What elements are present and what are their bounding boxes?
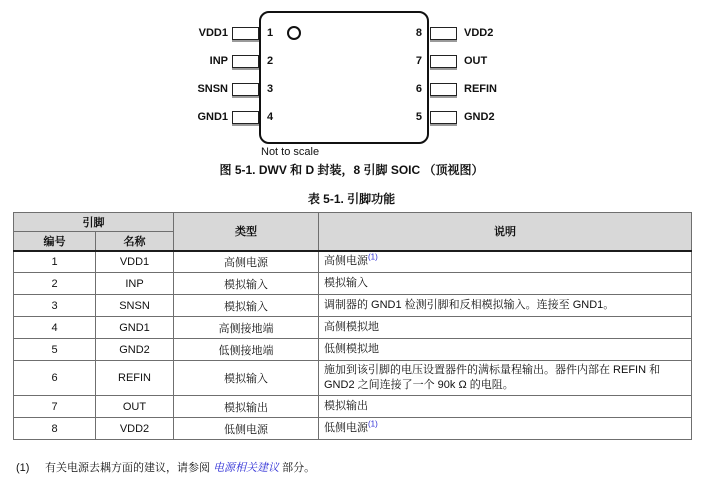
pin-lead-1	[232, 27, 259, 40]
footnote-marker: (1)	[16, 462, 30, 474]
description-text: 高侧模拟地	[324, 321, 379, 333]
table-row	[14, 396, 692, 418]
pin-type-cell: 低侧接地端	[174, 339, 319, 361]
pin-name-cell: VDD2	[96, 418, 174, 440]
pin-number: 1	[267, 27, 274, 39]
pin-lead-2	[232, 55, 259, 68]
pin-description-cell	[319, 295, 692, 317]
description-text: 高侧电源	[324, 255, 368, 268]
pin-label-out: OUT	[464, 55, 488, 67]
chip-body	[259, 11, 429, 144]
pin-name-cell: VDD1	[96, 251, 174, 273]
pin-lead-4	[232, 111, 259, 124]
pin-type-cell: 模拟输入	[174, 361, 319, 396]
footnote-ref-link[interactable]: (1)	[368, 419, 378, 429]
pin-lead-3	[232, 83, 259, 96]
description-text: 施加到该引脚的电压设置器件的满标量程输出。器件内部在 REFIN 和 GND2 之间连接了一个 90k Ω 的电阻。	[324, 364, 661, 391]
pin-label-inp: INP	[209, 55, 228, 67]
pin-number-cell: 2	[14, 273, 96, 295]
header-pin-group: 引脚	[14, 213, 174, 232]
pin-lead-7	[430, 55, 457, 68]
description-text: 模拟输出	[324, 400, 368, 412]
table-row	[14, 418, 692, 440]
pin-description-cell	[319, 418, 692, 440]
header-description: 说明	[319, 213, 692, 251]
table-row	[14, 273, 692, 295]
not-to-scale-note: Not to scale	[261, 146, 320, 158]
footnote-ref-link[interactable]: (1)	[368, 252, 378, 262]
table-row	[14, 251, 692, 273]
pin-name-cell: GND1	[96, 317, 174, 339]
pin-number: 6	[415, 83, 422, 95]
pin-number: 5	[415, 111, 422, 123]
figure-caption: 图 5-1. DWV 和 D 封装，8 引脚 SOIC （顶视图）	[219, 163, 484, 177]
pin-number-cell: 4	[14, 317, 96, 339]
pin-number: 3	[267, 83, 274, 95]
pin-description-cell	[319, 396, 692, 418]
pin-type-cell: 模拟输入	[174, 273, 319, 295]
pin-name-cell: GND2	[96, 339, 174, 361]
pin-description-cell	[319, 339, 692, 361]
pin-number: 4	[267, 111, 274, 123]
pin-name-cell: SNSN	[96, 295, 174, 317]
pin-description-cell	[319, 273, 692, 295]
pin-function-table	[13, 212, 692, 440]
header-number: 编号	[14, 232, 96, 251]
pin-number-cell: 6	[14, 361, 96, 396]
pin-label-refin: REFIN	[464, 83, 497, 95]
pin-number-cell: 7	[14, 396, 96, 418]
pin-label-vdd1: VDD1	[198, 27, 228, 39]
pin-type-cell: 低侧电源	[174, 418, 319, 440]
pin-name-cell: OUT	[96, 396, 174, 418]
pin-description-cell	[319, 251, 692, 273]
pin-label-snsn: SNSN	[197, 83, 228, 95]
pin-label-vdd2: VDD2	[464, 27, 494, 39]
table-row	[14, 339, 692, 361]
footnote	[16, 459, 315, 475]
description-text: 调制器的 GND1 检测引脚和反相模拟输入。连接至 GND1。	[324, 299, 615, 311]
table-row	[14, 361, 692, 396]
pin-number-cell: 8	[14, 418, 96, 440]
table-row	[14, 295, 692, 317]
description-text: 低侧模拟地	[324, 343, 379, 355]
table-row	[14, 317, 692, 339]
pin-lead-6	[430, 83, 457, 96]
pin-number-cell: 3	[14, 295, 96, 317]
pin-type-cell: 模拟输入	[174, 295, 319, 317]
footnote-text-before: 有关电源去耦方面的建议，请参阅	[45, 462, 214, 474]
pin1-indicator-icon	[287, 26, 301, 40]
description-text: 低侧电源	[324, 422, 368, 434]
pin-description-cell	[319, 317, 692, 339]
header-name: 名称	[96, 232, 174, 251]
pin-number: 7	[415, 55, 422, 67]
pin-number: 2	[267, 55, 274, 67]
pin-type-cell: 高侧接地端	[174, 317, 319, 339]
pin-name-cell: INP	[96, 273, 174, 295]
pin-label-gnd1: GND1	[197, 111, 228, 123]
description-text: 模拟输入	[324, 277, 368, 289]
table-title: 表 5-1. 引脚功能	[307, 192, 396, 206]
pin-type-cell: 模拟输出	[174, 396, 319, 418]
power-related-recommendations-link[interactable]: 电源相关建议	[213, 462, 280, 474]
footnote-text-after: 部分。	[279, 462, 316, 474]
pin-lead-5	[430, 111, 457, 124]
pin-description-cell	[319, 361, 692, 396]
pin-number-cell: 1	[14, 251, 96, 273]
pin-name-cell: REFIN	[96, 361, 174, 396]
pin-type-cell: 高侧电源	[174, 251, 319, 273]
pin-lead-8	[430, 27, 457, 40]
pin-label-gnd2: GND2	[464, 111, 495, 123]
pin-number-cell: 5	[14, 339, 96, 361]
header-type: 类型	[174, 213, 319, 251]
pin-number: 8	[415, 27, 422, 39]
